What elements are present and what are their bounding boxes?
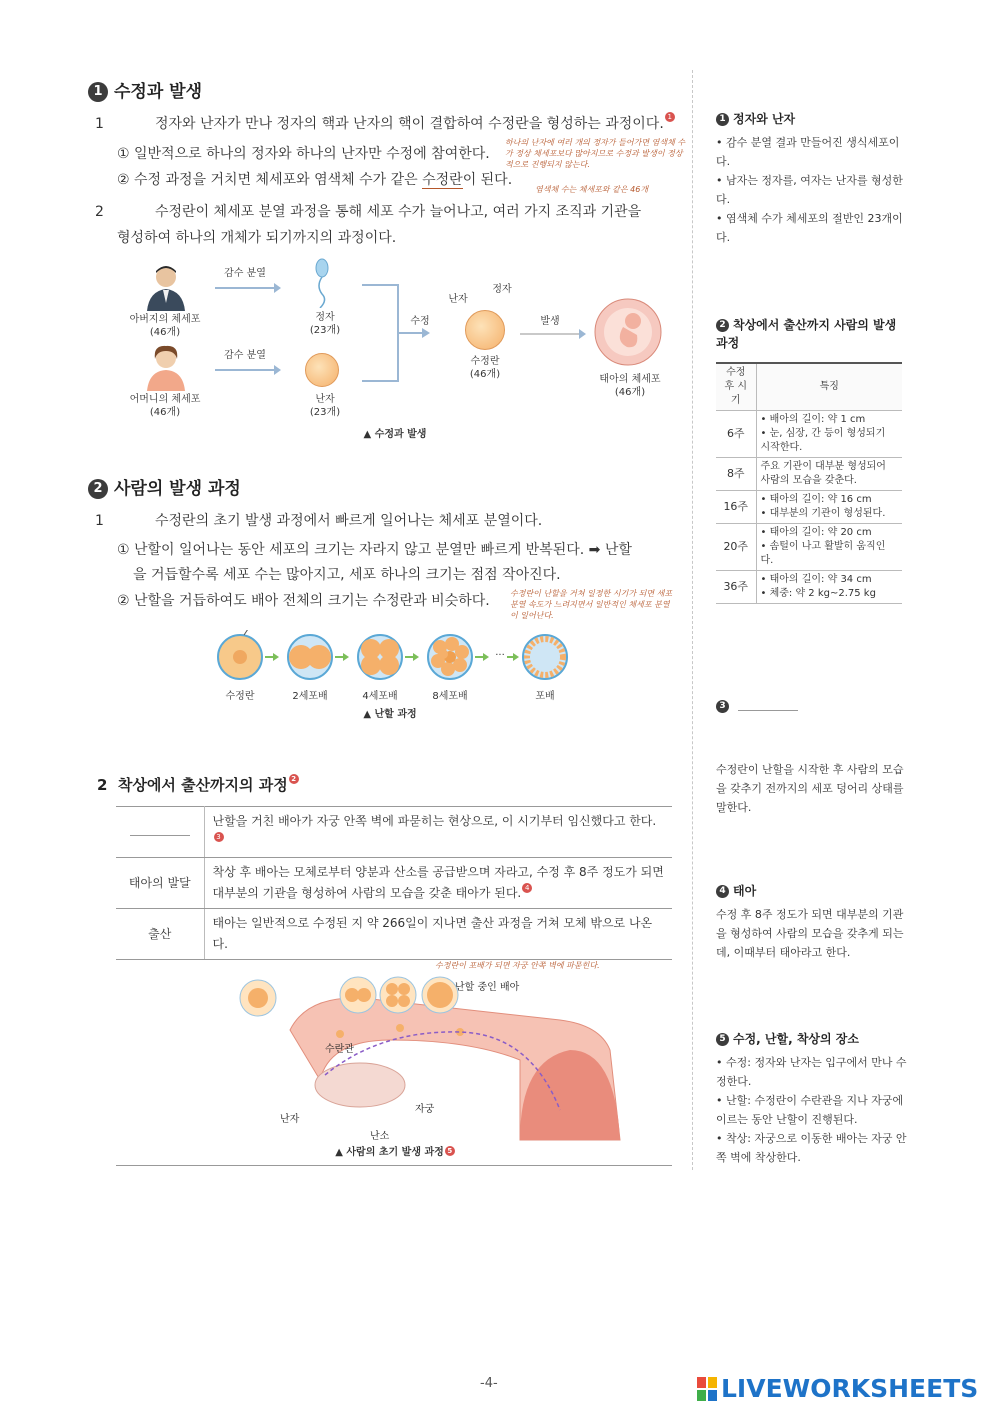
sidebar-badge-5: 5 <box>716 1033 729 1046</box>
process-table <box>116 806 672 960</box>
arrow-development <box>520 333 580 335</box>
sidebar-box1-item: • 염색체 수가 체세포의 절반인 23개이다. <box>716 212 903 244</box>
sperm-icon <box>310 258 334 308</box>
embryo-label: 난할 중인 배아 <box>455 982 520 993</box>
page-number: -4- <box>480 1376 498 1391</box>
table-row <box>716 458 902 491</box>
fetus-label: 태아의 체세포 <box>599 374 661 385</box>
s1-item2-number: 2 <box>95 204 104 220</box>
figure3-note: 수정란이 포배가 되면 자궁 안쪽 벽에 파묻힌다. <box>435 961 600 970</box>
s2-note: 수정란이 난할을 거쳐 일정한 시기가 되면 세포 분열 속도가 느려지면서 일반적인 체세포 분열이 일어난다. <box>510 589 673 620</box>
figure1-caption: ▲ 수정과 발생 <box>363 429 427 440</box>
dev-week: 16주 <box>716 491 756 524</box>
cleavage-label-3: 8세포배 <box>432 691 468 702</box>
dev-week: 20주 <box>716 524 756 571</box>
section-2-title: 사람의 발생 과정 <box>114 479 241 499</box>
ref-badge-2: 2 <box>289 774 299 784</box>
table-row <box>716 524 902 571</box>
row-head-fetus: 태아의 발달 <box>116 858 204 909</box>
sidebar-box4-text: 수정 후 8주 정도가 되면 대부분의 기관을 형성하여 사람의 모습을 갖추게 되는데, 이때부터 태아라고 한다. <box>716 908 904 959</box>
s1-item1-number: 1 <box>95 116 104 132</box>
brand-logo[interactable] <box>697 1374 978 1403</box>
sidebar-divider <box>692 70 693 1170</box>
figure-early-development <box>230 960 670 1165</box>
figure-fertilization <box>115 255 685 445</box>
dev-week: 8주 <box>716 458 756 491</box>
ref-badge-1: 1 <box>665 112 675 122</box>
figure-cleavage <box>210 630 590 725</box>
table-row <box>116 858 672 909</box>
egg-cell <box>305 353 339 387</box>
s2-item1-sub2: ② 난할을 거듭하여도 배아 전체의 크기는 수정란과 비슷하다. <box>117 593 490 609</box>
egg-label: 난자 <box>315 394 335 405</box>
sidebar-box3-blank[interactable] <box>738 710 798 711</box>
figure3-caption-text: ▲ 사람의 초기 발생 과정 <box>335 1147 444 1158</box>
brand-name: LIVEWORKSHEETS <box>721 1374 979 1403</box>
table-row <box>116 909 672 960</box>
arrow-meiosis-1 <box>215 287 275 289</box>
zygote-cell <box>465 310 505 350</box>
dev-feature: • 배아의 길이: 약 1 cm • 눈, 심장, 간 등이 형성되기 시작한다. <box>756 411 902 458</box>
sperm-count: (23개) <box>309 325 341 336</box>
sidebar-box1-item: • 남자는 정자를, 여자는 난자를 형성한다. <box>716 174 903 206</box>
development-table <box>716 362 902 604</box>
s1-sub2-part-c: 이 된다. <box>462 172 513 188</box>
zygote-sperm-tag: 정자 <box>492 284 512 295</box>
sidebar-badge-4: 4 <box>716 885 729 898</box>
sidebar-box2-heading <box>716 316 906 352</box>
sidebar-box-3-badge <box>716 696 798 715</box>
sidebar-box5-item: • 착상: 자궁으로 이동한 배아는 자궁 안쪽 벽에 착상한다. <box>716 1132 907 1164</box>
sidebar-box-1 <box>716 110 906 247</box>
row-text: 태아는 일반적으로 수정된 지 약 266일이 지나면 출산 과정을 거쳐 모체 밖으로 나온다. <box>204 909 672 960</box>
table-row <box>716 411 902 458</box>
merge-bracket <box>360 283 430 383</box>
zygote-label: 수정란 <box>470 356 500 367</box>
ovary-label: 난소 <box>370 1131 390 1142</box>
sidebar-box1-heading <box>716 110 906 127</box>
dev-head-week: 수정 후 시기 <box>716 363 756 411</box>
s1-sub2-part-a: ② 수정 과정을 거치면 체세포와 염색체 수가 같은 <box>117 172 423 188</box>
development-label: 발생 <box>540 316 560 327</box>
zygote-egg-tag: 난자 <box>448 294 468 305</box>
row-head-birth: 출산 <box>116 909 204 960</box>
s1-item1-sub2 <box>117 168 512 192</box>
s1-item1-sub1: ① 일반적으로 하나의 정자와 하나의 난자만 수정에 참여한다. <box>117 146 490 162</box>
cleavage-dots: ··· <box>495 650 505 661</box>
sidebar-badge-3: 3 <box>716 700 729 713</box>
fertilization-label: 수정 <box>410 316 430 327</box>
arrow-meiosis-2 <box>215 369 275 371</box>
sidebar-badge-2: 2 <box>716 319 729 332</box>
oviduct-label: 수란관 <box>325 1044 354 1055</box>
row-1-text: 착상 후 배아는 모체로부터 양분과 산소를 공급받으며 자라고, 수정 후 8주 정도가 되면 대부분의 기관을 형성하여 사람의 모습을 갖춘 태아가 된다. <box>212 865 664 900</box>
s2-item1-sub1-a: ① 난할이 일어나는 동안 세포의 크기는 자라지 않고 분열만 빠르게 반복된다. ➡ 난할 <box>117 542 632 558</box>
liveworksheets-logo-icon <box>697 1377 717 1401</box>
s3-title: 착상에서 출산까지의 과정 <box>117 776 288 794</box>
s1-item2-line-a: 수정란이 체세포 분열 과정을 통해 세포 수가 늘어나고, 여러 가지 조직과 기관을 <box>155 204 642 220</box>
section-2-badge: 2 <box>88 479 108 499</box>
ref-badge-4: 4 <box>522 883 532 893</box>
cleavage-label-2: 4세포배 <box>362 691 398 702</box>
uterus-label: 자궁 <box>415 1104 435 1115</box>
egg-count: (23개) <box>309 407 341 418</box>
row-text <box>204 858 672 909</box>
dev-feature: • 태아의 길이: 약 16 cm • 대부분의 기관이 형성된다. <box>756 491 902 524</box>
fetus-icon <box>593 297 663 367</box>
dev-table-header <box>716 363 902 411</box>
sidebar-box5-heading <box>716 1030 908 1047</box>
s1-note-1: 하나의 난자에 여러 개의 정자가 들어가면 염색체 수가 정상 체세포보다 많아지므로 수정과 발생이 정상적으로 진행되지 않는다. <box>505 138 686 169</box>
row-head-implantation[interactable] <box>116 807 204 858</box>
s3-number: 2 <box>97 776 108 794</box>
dev-feature: 주요 기관이 대부분 형성되어 사람의 모습을 갖춘다. <box>756 458 902 491</box>
sidebar-box1-item: • 감수 분열 결과 만들어진 생식세포이다. <box>716 136 900 168</box>
sidebar-box3-text: 수정란이 난할을 시작한 후 사람의 모습을 갖추기 전까지의 세포 덩어리 상태를 말한다. <box>716 763 904 814</box>
sidebar-box5-item: • 수정: 정자와 난자는 입구에서 만나 수정한다. <box>716 1056 907 1088</box>
father-photo <box>145 263 187 311</box>
s2-item1-sub1-b: 을 거듭할수록 세포 수는 많아지고, 세포 하나의 크기는 점점 작아진다. <box>133 567 561 583</box>
sperm-label: 정자 <box>315 312 335 323</box>
section-1-title: 수정과 발생 <box>114 82 203 102</box>
cleavage-label-0: 수정란 <box>225 691 255 702</box>
mother-icon <box>145 343 187 391</box>
figure3-caption <box>310 1146 480 1159</box>
section-1-heading <box>88 77 202 102</box>
s1-sub2-zygote: 수정란 <box>422 172 463 188</box>
sidebar-box2-title: 착상에서 출산까지 사람의 발생 과정 <box>716 318 897 350</box>
ref-badge-3: 3 <box>214 832 224 842</box>
father-count: (46개) <box>149 327 181 338</box>
sidebar-box4-title: 태아 <box>733 884 757 898</box>
figure3-bottom-rule <box>116 1165 672 1166</box>
sidebar-box-5 <box>716 1030 908 1167</box>
egg-label-fig3: 난자 <box>280 1114 300 1125</box>
table-row <box>716 491 902 524</box>
sidebar-box-4 <box>716 882 906 962</box>
s1-item2-line-b: 형성하여 하나의 개체가 되기까지의 과정이다. <box>117 230 397 246</box>
sidebar-box-2 <box>716 316 906 604</box>
meiosis-label-1: 감수 분열 <box>224 268 266 279</box>
fetus-count: (46개) <box>614 387 646 398</box>
cleavage-label-4: 포배 <box>535 691 555 702</box>
s1-item1-sentence: 정자와 난자가 만나 정자의 핵과 난자의 핵이 결합하여 수정란을 형성하는 과정이다. <box>155 116 664 132</box>
dev-feature: • 태아의 길이: 약 20 cm • 솜털이 나고 활발히 움직인다. <box>756 524 902 571</box>
section-2-heading <box>88 474 241 499</box>
sidebar-box5-title: 수정, 난할, 착상의 장소 <box>733 1032 859 1046</box>
sidebar-box5-item: • 난할: 수정란이 수란관을 지나 자궁에 이르는 동안 난할이 진행된다. <box>716 1094 904 1126</box>
section-3-heading <box>97 774 299 795</box>
table-row <box>716 571 902 604</box>
s2-item1-text: 수정란의 초기 발생 과정에서 빠르게 일어나는 체세포 분열이다. <box>155 513 543 529</box>
s1-item1-text <box>155 112 675 136</box>
sidebar-badge-1: 1 <box>716 113 729 126</box>
dev-head-feature: 특징 <box>756 363 902 411</box>
s2-item1-number: 1 <box>95 513 104 529</box>
section-1-badge: 1 <box>88 82 108 102</box>
zygote-count: (46개) <box>469 369 501 380</box>
implantation-blank[interactable] <box>130 835 190 836</box>
dev-week: 36주 <box>716 571 756 604</box>
figure2-caption: ▲ 난할 과정 <box>363 709 417 720</box>
dev-week: 6주 <box>716 411 756 458</box>
table-row <box>116 807 672 858</box>
meiosis-label-2: 감수 분열 <box>224 350 266 361</box>
ref-badge-5: 5 <box>445 1146 455 1156</box>
cleavage-label-1: 2세포배 <box>292 691 328 702</box>
sidebar-box4-heading <box>716 882 906 899</box>
row-0-text: 난할을 거친 배아가 자궁 안쪽 벽에 파묻히는 현상으로, 이 시기부터 임신했다고 한다. <box>212 814 657 828</box>
sidebar-box1-title: 정자와 난자 <box>733 112 796 126</box>
row-text <box>204 807 672 858</box>
mother-count: (46개) <box>149 407 181 418</box>
s1-note-2: 염색체 수는 체세포와 같은 46개 <box>535 185 649 194</box>
dev-feature: • 태아의 길이: 약 34 cm • 체중: 약 2 kg~2.75 kg <box>756 571 902 604</box>
mother-photo <box>145 343 187 391</box>
father-icon <box>145 263 187 311</box>
father-label: 아버지의 체세포 <box>129 314 201 325</box>
cleavage-svg <box>210 630 590 685</box>
mother-label: 어머니의 체세포 <box>129 394 201 405</box>
